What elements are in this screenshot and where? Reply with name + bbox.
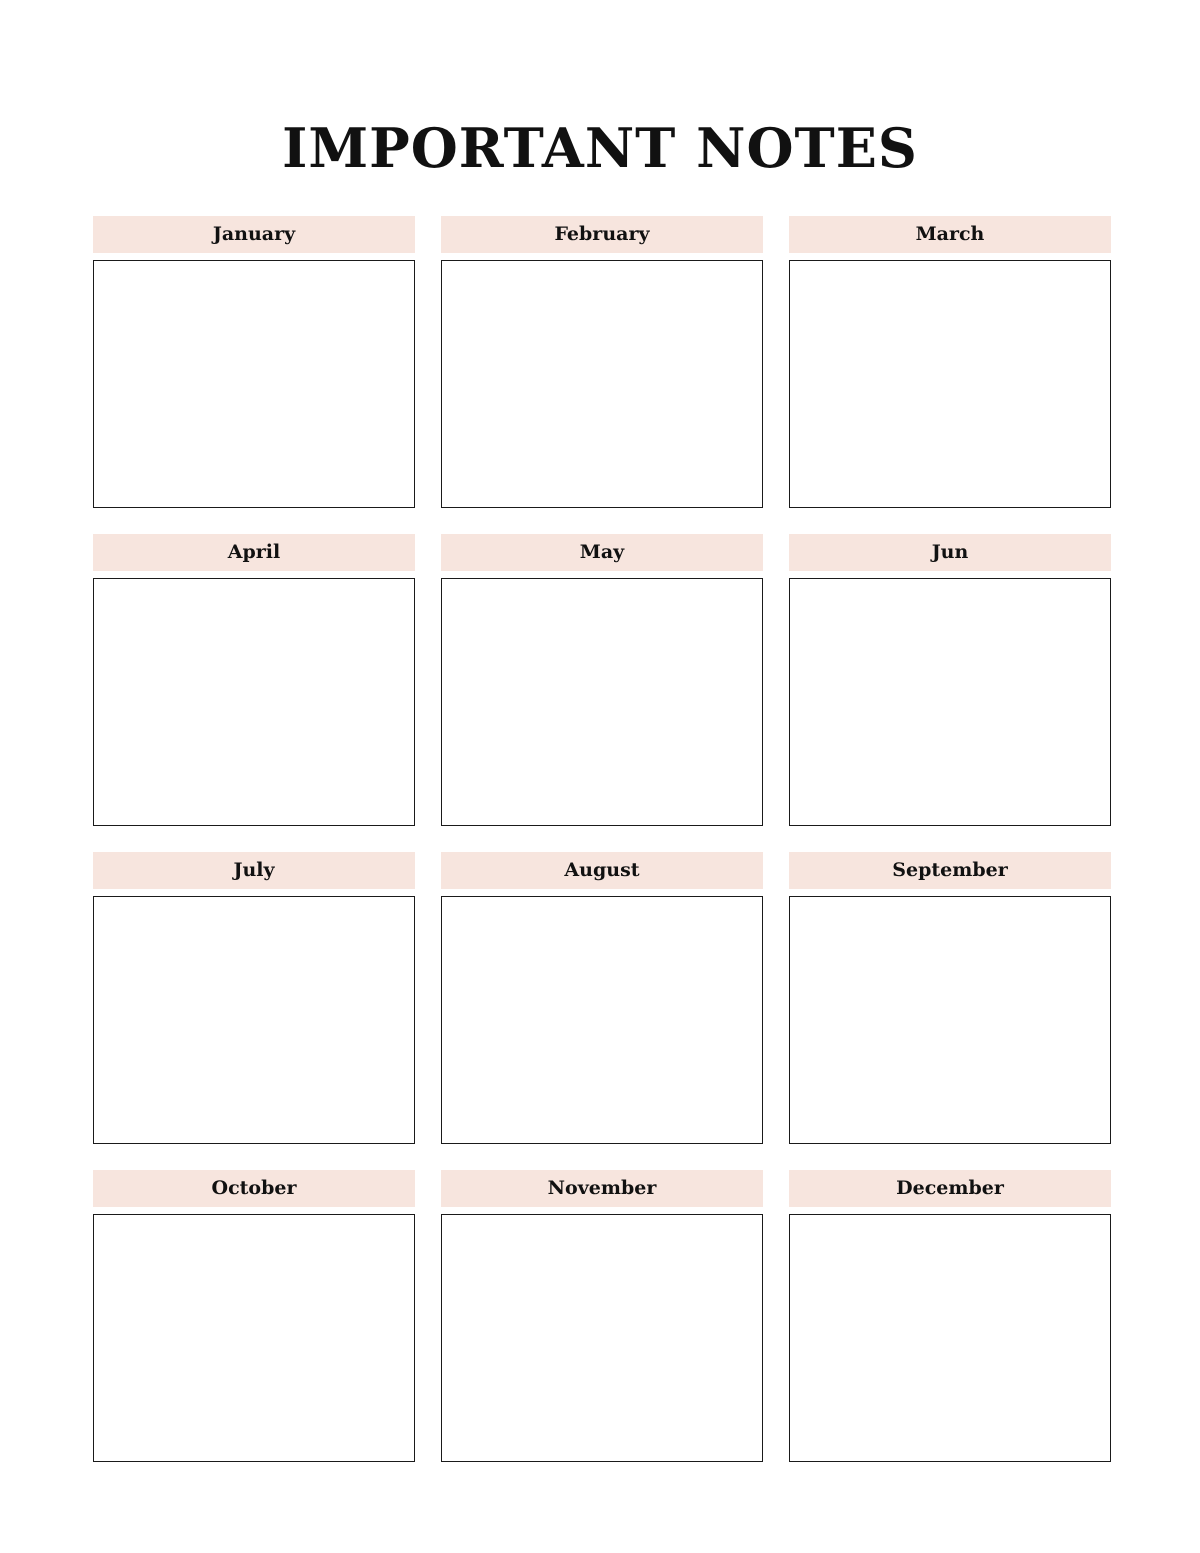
month-march [789, 216, 1111, 508]
month-label: Jun [789, 534, 1111, 571]
month-label: May [441, 534, 763, 571]
month-label: March [789, 216, 1111, 253]
note-box-july[interactable] [93, 896, 415, 1144]
note-box-october[interactable] [93, 1214, 415, 1462]
month-february [441, 216, 763, 508]
note-box-march[interactable] [789, 260, 1111, 508]
month-november [441, 1170, 763, 1462]
note-box-december[interactable] [789, 1214, 1111, 1462]
month-december [789, 1170, 1111, 1462]
note-box-august[interactable] [441, 896, 763, 1144]
month-may [441, 534, 763, 826]
note-box-may[interactable] [441, 578, 763, 826]
month-january [93, 216, 415, 508]
page-title: IMPORTANT NOTES [282, 116, 918, 180]
months-grid [93, 216, 1111, 1462]
month-label: November [441, 1170, 763, 1207]
note-box-september[interactable] [789, 896, 1111, 1144]
month-label: July [93, 852, 415, 889]
month-label: December [789, 1170, 1111, 1207]
month-september [789, 852, 1111, 1144]
month-july [93, 852, 415, 1144]
month-august [441, 852, 763, 1144]
month-jun [789, 534, 1111, 826]
month-label: October [93, 1170, 415, 1207]
month-label: April [93, 534, 415, 571]
month-october [93, 1170, 415, 1462]
note-box-february[interactable] [441, 260, 763, 508]
month-label: August [441, 852, 763, 889]
note-box-jun[interactable] [789, 578, 1111, 826]
month-april [93, 534, 415, 826]
month-label: February [441, 216, 763, 253]
month-label: January [93, 216, 415, 253]
note-box-april[interactable] [93, 578, 415, 826]
note-box-november[interactable] [441, 1214, 763, 1462]
note-box-january[interactable] [93, 260, 415, 508]
month-label: September [789, 852, 1111, 889]
